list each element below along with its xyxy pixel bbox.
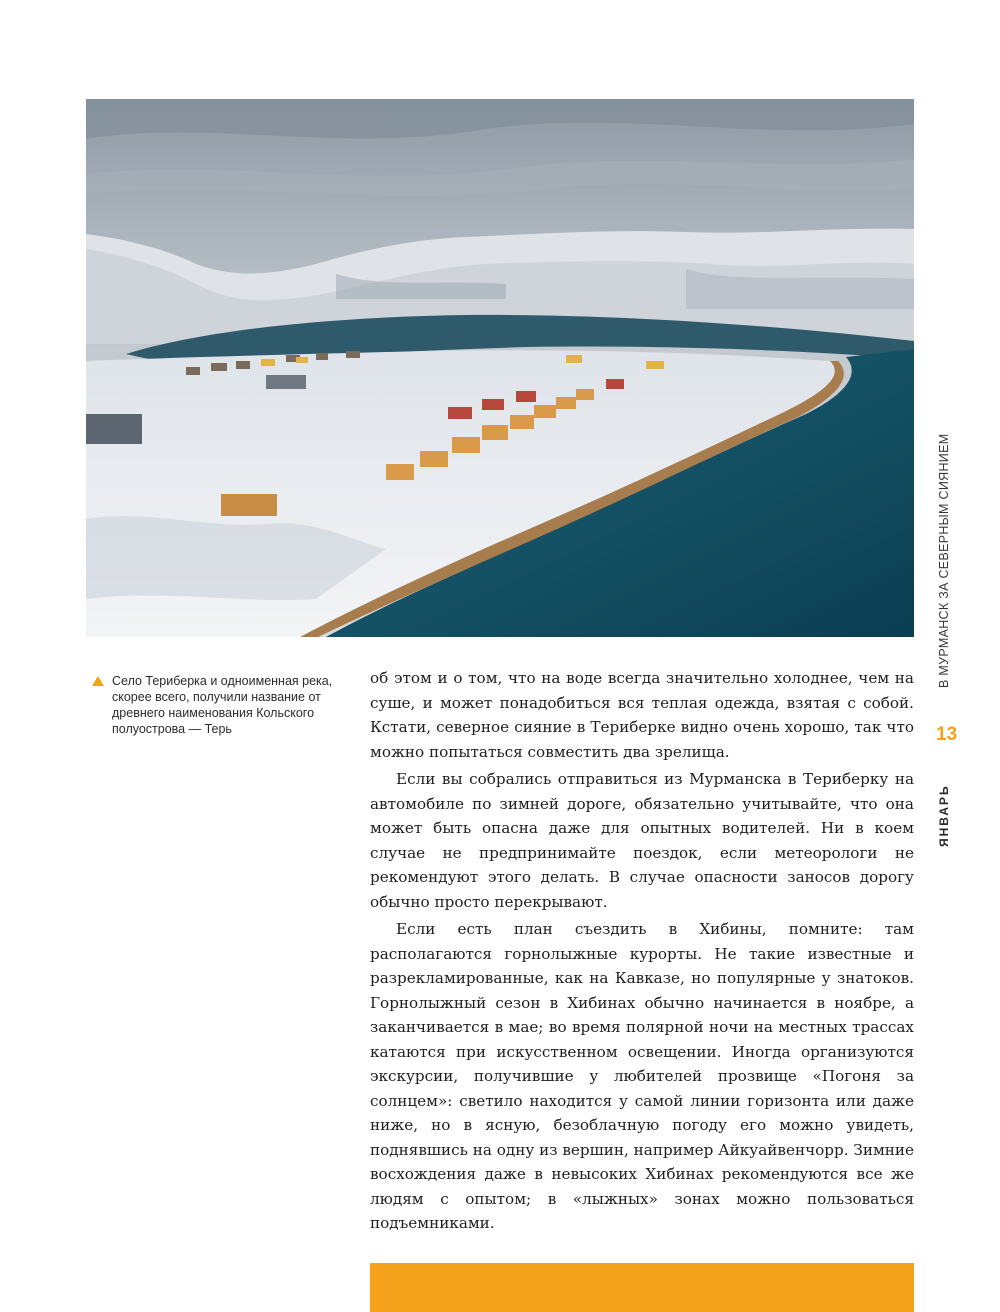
page-number: 13 bbox=[936, 724, 958, 745]
aerial-village-teriberka-icon bbox=[86, 99, 914, 637]
section-running-title: В МУРМАНСК ЗА СЕВЕРНЫМ СИЯНИЕМ bbox=[937, 433, 951, 688]
photo bbox=[86, 99, 914, 637]
orange-footer-bar bbox=[370, 1263, 914, 1312]
photo-caption bbox=[92, 673, 342, 737]
caption-text: Село Териберка и одноименная река, скорее всего, получили название от древнего наименования Кольского полуострова — Терь bbox=[112, 674, 333, 736]
month-label: ЯНВАРЬ bbox=[937, 784, 951, 847]
caption-triangle-icon bbox=[92, 676, 104, 686]
paragraph-2: Если вы собрались отправиться из Мурманска в Териберку на автомобиле по зимней дороге, обязательно учитывайте, что она может быть опасна даже для опытных водителей. Ни в коем случае не предпринимайте поездок, если метеорологи не рекомендуют этого делать. В случае опасности заносов дорогу обычно просто перекрывают. bbox=[370, 770, 914, 911]
paragraph-1: об этом и о том, что на воде всегда значительно холоднее, чем на суше, и может понадобиться вся теплая одежда, взятая с собой. Кстати, северное сияние в Териберке видно очень хорошо, так что можно попытаться совместить два зрелища. bbox=[370, 669, 914, 761]
article-body bbox=[370, 666, 914, 1236]
paragraph-3: Если есть план съездить в Хибины, помните: там располагаются горнолыжные курорты. Не такие известные и разрекламированные, как на Кавказе, но популярные у знатоков. Горнолыжный сезон в Хибинах обычно начинается в ноябре, а заканчивается в мае; во время полярной ночи на местных трассах катаются при искусственном освещении. Иногда организуются экскурсии, получившие у любителей прозвище «Погоня за солнцем»: светило находится у самой линии горизонта или даже ниже, но в ясную, безоблачную погоду его можно увидеть, поднявшись на одну из вершин, например Айкуайвенчорр. Зимние восхождения даже в невысоких Хибинах рекомендуются все же людям с опытом; в «лыжных» зонах можно пользоваться подъемниками. bbox=[370, 920, 914, 1232]
